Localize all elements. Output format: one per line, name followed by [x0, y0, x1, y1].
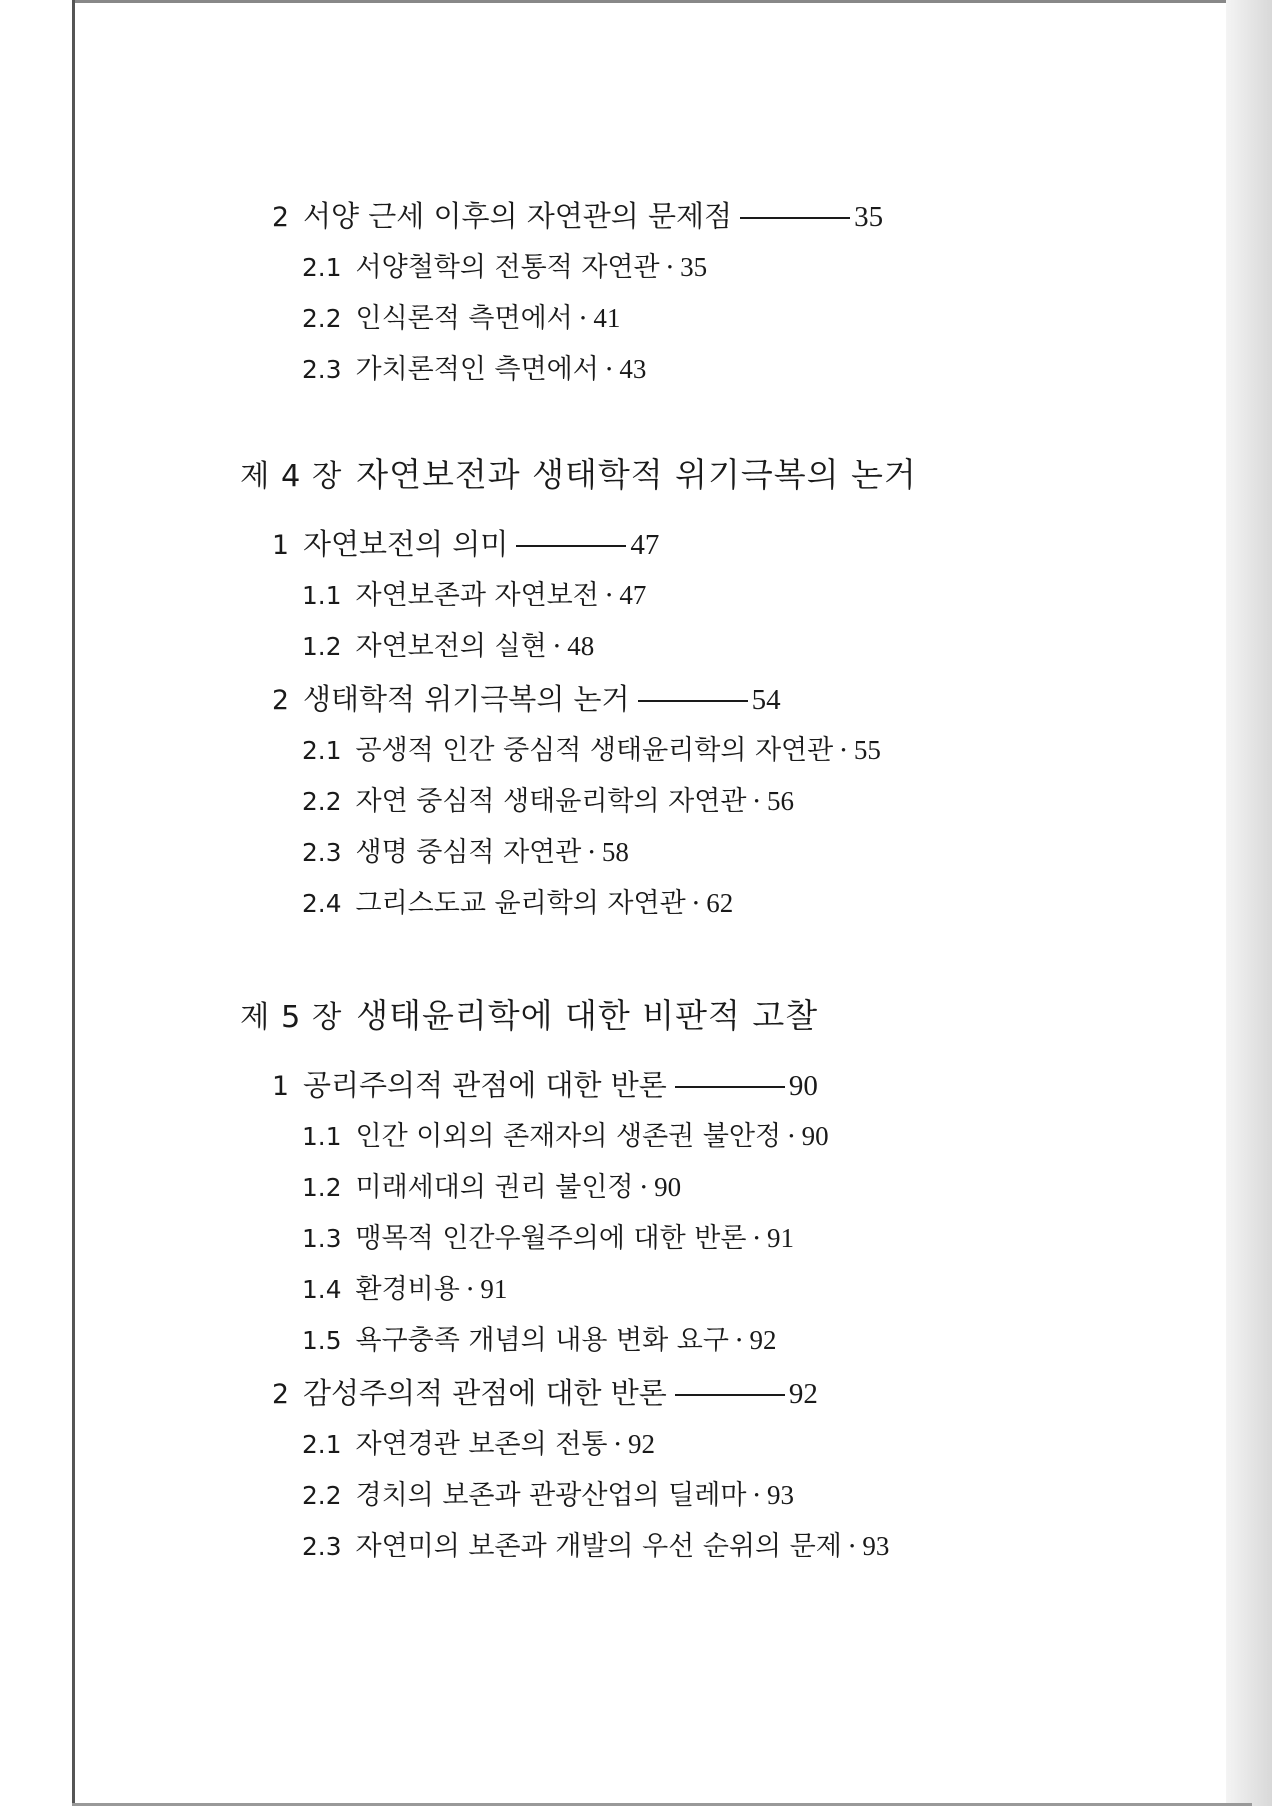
- toc-section: [272, 1063, 818, 1104]
- leader-line: [675, 1086, 785, 1088]
- toc-number: 2.2: [302, 304, 342, 333]
- toc-page: 54: [751, 684, 781, 716]
- toc-subsection: 2.2 경치의 보존과 관광산업의 딜레마 · 93: [302, 1480, 794, 1511]
- toc-page: 92: [788, 1378, 818, 1410]
- toc-page: 35: [680, 252, 708, 282]
- toc-page: 93: [862, 1531, 890, 1561]
- toc-subsection: 2.3 가치론적인 측면에서 · 43: [302, 354, 647, 385]
- toc-subsection: 2.2 자연 중심적 생태윤리학의 자연관 · 56: [302, 786, 794, 817]
- toc-number: 1.2: [302, 632, 342, 661]
- toc-title: 경치의 보존과 관광산업의 딜레마: [355, 1480, 747, 1511]
- toc-subsection: 1.2 미래세대의 권리 불인정 · 90: [302, 1172, 682, 1203]
- toc-number: 2.1: [302, 253, 342, 282]
- toc-title: 인식론적 측면에서: [355, 303, 573, 334]
- toc-section: [272, 522, 659, 563]
- toc-title: 그리스도교 윤리학의 자연관: [355, 888, 686, 919]
- toc-title: 가치론적인 측면에서: [355, 354, 599, 385]
- toc-section: [272, 194, 883, 235]
- toc-number: 1.3: [302, 1224, 342, 1253]
- toc-number: 2.1: [302, 1430, 342, 1459]
- toc-number: 1: [272, 530, 289, 561]
- toc-title: 서양 근세 이후의 자연관의 문제점: [302, 199, 733, 233]
- toc-subsection: 1.1 인간 이외의 존재자의 생존권 불안정 · 90: [302, 1121, 829, 1152]
- toc-number: 1.2: [302, 1173, 342, 1202]
- toc-title: 생명 중심적 자연관: [355, 837, 582, 868]
- toc-chapter: [240, 449, 917, 496]
- toc-title: 자연미의 보존과 개발의 우선 순위의 문제: [355, 1531, 842, 1562]
- toc-subsection: 2.3 자연미의 보존과 개발의 우선 순위의 문제 · 93: [302, 1531, 890, 1562]
- toc-number: 2.1: [302, 736, 342, 765]
- toc-number: 2: [272, 202, 289, 233]
- toc-chapter: [240, 990, 818, 1037]
- toc-number: 2: [272, 685, 289, 716]
- toc-title: 생태학적 위기극복의 논거: [302, 682, 630, 716]
- toc-title: 자연보전의 실현: [355, 631, 547, 662]
- toc-title: 욕구충족 개념의 내용 변화 요구: [355, 1325, 729, 1356]
- toc-section: [272, 1371, 818, 1412]
- toc-number: 1.1: [302, 1122, 342, 1151]
- toc-chapter-number: 제 4 장: [240, 459, 343, 494]
- toc-page: 56: [767, 786, 794, 816]
- toc-number: 2: [272, 1379, 289, 1410]
- toc-title: 공리주의적 관점에 대한 반론: [302, 1068, 667, 1102]
- toc-page: 48: [567, 631, 595, 661]
- toc-page: 47: [630, 529, 660, 561]
- toc-page: 92: [749, 1325, 777, 1355]
- toc-page: 93: [767, 1480, 794, 1510]
- toc-chapter-title: 생태윤리학에 대한 비판적 고찰: [356, 996, 819, 1035]
- toc-section: [272, 677, 781, 718]
- toc-title: 인간 이외의 존재자의 생존권 불안정: [355, 1121, 782, 1152]
- toc-page: 55: [853, 735, 881, 765]
- toc-subsection: 1.4 환경비용 · 91: [302, 1274, 508, 1305]
- toc-title: 자연 중심적 생태윤리학의 자연관: [355, 786, 747, 817]
- toc-chapter-title: 자연보전과 생태학적 위기극복의 논거: [356, 455, 917, 494]
- leader-line: [740, 217, 850, 219]
- toc-page: 58: [601, 837, 629, 867]
- toc-title: 자연보전의 의미: [302, 527, 509, 561]
- toc-title: 미래세대의 권리 불인정: [355, 1172, 634, 1203]
- toc-title: 자연보존과 자연보전: [355, 580, 599, 611]
- toc-title: 공생적 인간 중심적 생태윤리학의 자연관: [355, 735, 834, 766]
- toc-number: 1.5: [302, 1326, 342, 1355]
- toc-page: 41: [593, 303, 621, 333]
- toc-subsection: 2.1 공생적 인간 중심적 생태윤리학의 자연관 · 55: [302, 735, 881, 766]
- toc-number: 2.3: [302, 355, 342, 384]
- toc-title: 환경비용: [355, 1274, 460, 1305]
- toc-title: 서양철학의 전통적 자연관: [355, 252, 660, 283]
- toc-title: 감성주의적 관점에 대한 반론: [302, 1376, 667, 1410]
- toc-subsection: 2.1 서양철학의 전통적 자연관 · 35: [302, 252, 708, 283]
- toc-number: 2.2: [302, 787, 342, 816]
- toc-page: 90: [654, 1172, 682, 1202]
- toc-page: 43: [619, 354, 647, 384]
- toc-subsection: 2.1 자연경관 보존의 전통 · 92: [302, 1429, 655, 1460]
- toc-number: 1.1: [302, 581, 342, 610]
- toc-page: 47: [619, 580, 647, 610]
- toc-subsection: 1.5 욕구충족 개념의 내용 변화 요구 · 92: [302, 1325, 777, 1356]
- toc-title: 맹목적 인간우월주의에 대한 반론: [355, 1223, 747, 1254]
- toc-page: 90: [788, 1070, 818, 1102]
- leader-line: [675, 1394, 785, 1396]
- toc-subsection: 2.4 그리스도교 윤리학의 자연관 · 62: [302, 888, 734, 919]
- toc-number: 1.4: [302, 1275, 342, 1304]
- toc-number: 2.3: [302, 1532, 342, 1561]
- toc-page: 90: [801, 1121, 829, 1151]
- toc-subsection: 1.2 자연보전의 실현 · 48: [302, 631, 595, 662]
- toc-page: 62: [706, 888, 734, 918]
- toc-subsection: 1.1 자연보존과 자연보전 · 47: [302, 580, 647, 611]
- toc-number: 2.4: [302, 889, 342, 918]
- toc-page: 35: [854, 201, 884, 233]
- leader-line: [516, 545, 626, 547]
- toc-number: 2.3: [302, 838, 342, 867]
- toc-subsection: 1.3 맹목적 인간우월주의에 대한 반론 · 91: [302, 1223, 794, 1254]
- toc-page: 91: [767, 1223, 794, 1253]
- toc-subsection: 2.2 인식론적 측면에서 · 41: [302, 303, 621, 334]
- toc-title: 자연경관 보존의 전통: [355, 1429, 608, 1460]
- leader-line: [638, 700, 748, 702]
- toc-chapter-number: 제 5 장: [240, 1000, 343, 1035]
- toc-page: 92: [628, 1429, 655, 1459]
- toc-number: 1: [272, 1071, 289, 1102]
- toc-page: 91: [480, 1274, 508, 1304]
- toc-number: 2.2: [302, 1481, 342, 1510]
- toc-subsection: 2.3 생명 중심적 자연관 · 58: [302, 837, 629, 868]
